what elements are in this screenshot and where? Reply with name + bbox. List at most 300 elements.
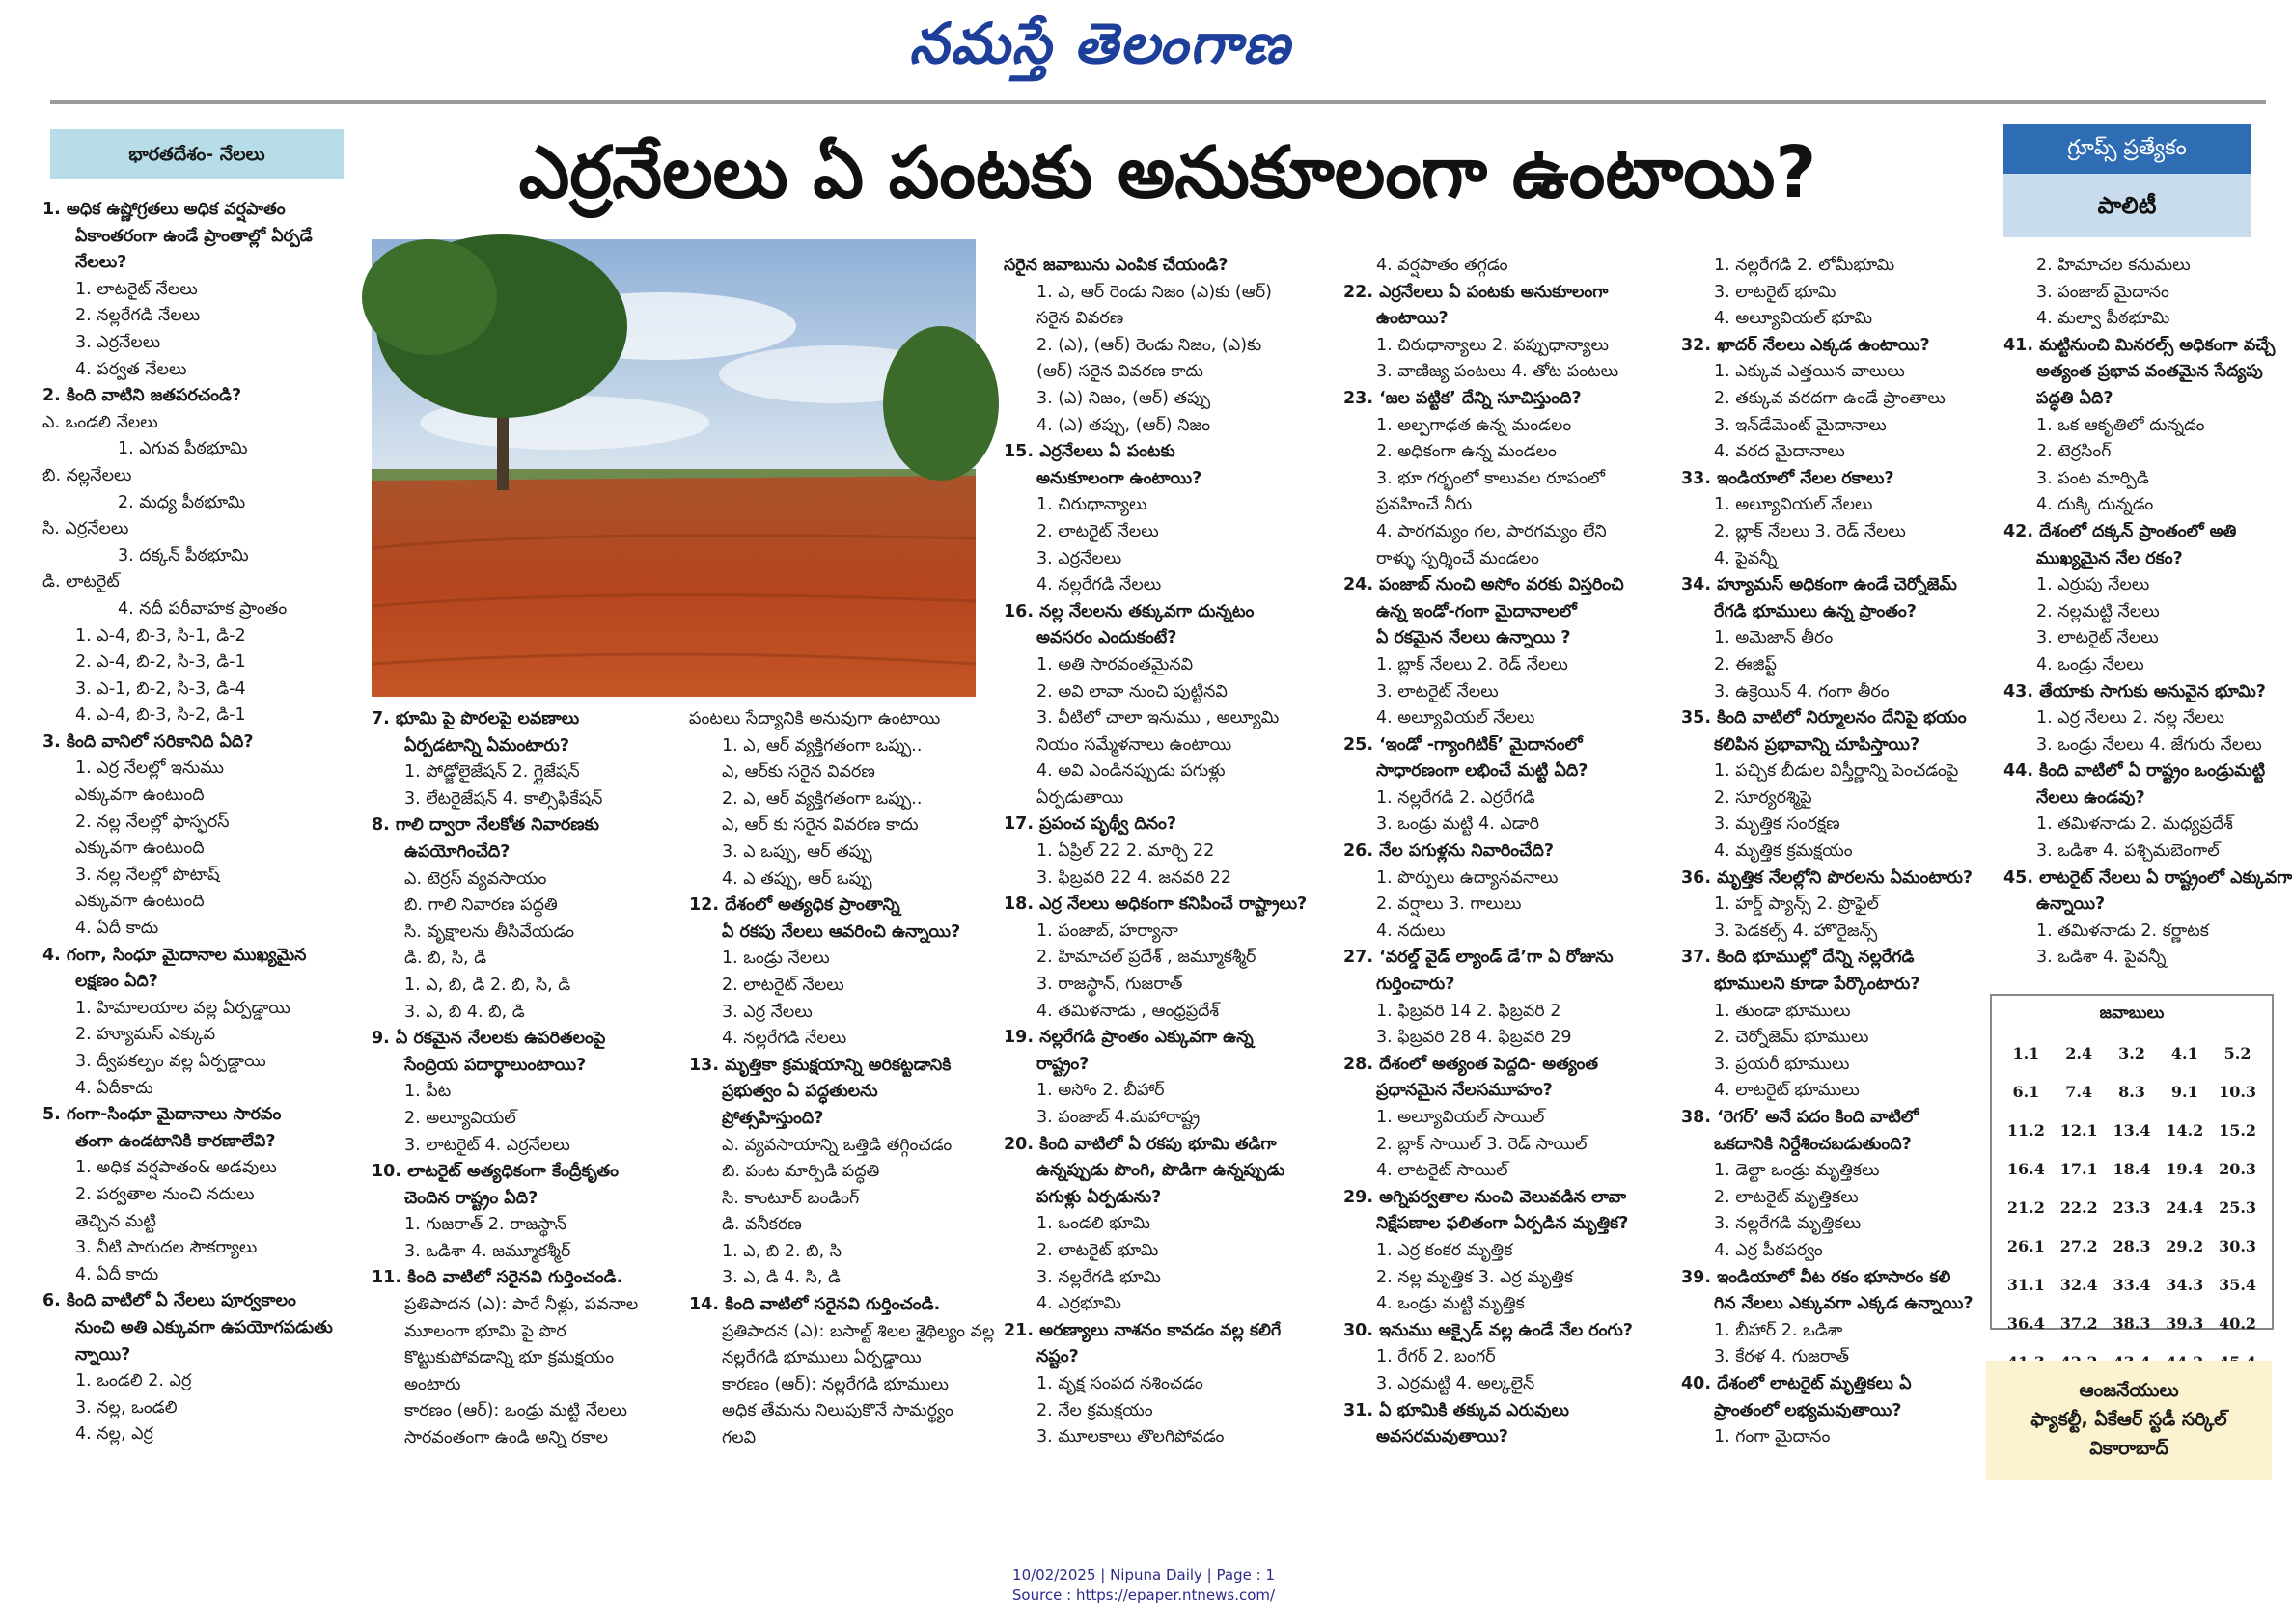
question-text: 24. పంజాబ్ నుంచి అసోం వరకు విస్తరించి <box>1343 575 1624 595</box>
answer-key-box <box>1990 994 2274 1333</box>
option-text: కొట్టుకుపోవడాన్ని భూ క్రమక్షయం <box>404 1348 615 1368</box>
question-column-3 <box>689 706 996 1478</box>
option-text: 2. లాటరైట్ మృత్తికలు <box>1714 1187 1859 1207</box>
option-text: 2. హిమాచల్ ప్రదేశ్ , జమ్మూకశ్మీర్ <box>1036 948 1256 968</box>
question-text: 27. ‘వరల్డ్ వైడ్ ల్యాండ్ డే’గా ఏ రోజును <box>1343 948 1614 968</box>
option-text: ఏర్పడుతాయి <box>1036 787 1124 808</box>
answer-cell: 26.1 <box>2006 1237 2045 1255</box>
option-text: 2. అధికంగా ఉన్న మండలం <box>1376 442 1557 462</box>
footer-source-line: Source : https://epaper.ntnews.com/ <box>1011 1586 1276 1604</box>
option-text: బి. గాలి నివారణ పద్ధతి <box>404 895 558 916</box>
red-soil-field-photo <box>372 239 976 697</box>
question-text: నుంచి అతి ఎక్కువగా ఉపయోగపడుతు <box>75 1317 333 1337</box>
question-text: రేగడి భూములు ఉన్న ప్రాంతం? <box>1714 601 1917 621</box>
option-text: 4. ఒండ్రు నేలలు <box>2036 654 2144 674</box>
question-text: 4. గంగా, సింధూ మైదానాల ముఖ్యమైన <box>42 945 307 965</box>
question-text: 28. దేశంలో అత్యంత పెద్దది- అత్యంత <box>1343 1054 1598 1074</box>
option-text: 4. మృత్తిక క్రమక్షయం <box>1714 841 1853 862</box>
question-text: 37. కింది భూముల్లో దేన్ని నల్లరేగడి <box>1681 948 1915 968</box>
question-text: 11. కింది వాటిలో సరైనవి గుర్తించండి. <box>372 1268 623 1288</box>
option-text: 2. లాటరైట్ నేలలు <box>1036 521 1159 541</box>
option-text: తెచ్చిన మట్టి <box>75 1211 156 1231</box>
option-text: 3. నల్ల, ఒండలి <box>75 1397 178 1418</box>
option-text: సరైన వివరణ <box>1036 309 1124 329</box>
option-text: 4. దుక్కి దున్నడం <box>2036 495 2154 515</box>
question-text: ఉన్నప్పుడు పొంగి, పొడిగా ఉన్నప్పుడు <box>1036 1161 1285 1181</box>
question-text: 44. కింది వాటిలో ఏ రాష్ట్రం ఒండ్రుమట్టి <box>2003 761 2266 782</box>
answer-cell: 40.2 <box>2219 1314 2257 1333</box>
question-text: కలిపిన ప్రభావాన్ని చూపిస్తాయి? <box>1714 734 1920 755</box>
question-text: ప్రధానమైన నేలసమూహం? <box>1376 1081 1553 1101</box>
question-text: 12. దేశంలో అత్యధిక ప్రాంతాన్ని <box>689 895 900 916</box>
answer-cell: 16.4 <box>2006 1160 2045 1178</box>
option-text: 2. బ్లాక్ సాయిల్ 3. రెడ్ సాయిల్ <box>1376 1134 1588 1154</box>
answer-cell: 39.3 <box>2166 1314 2204 1333</box>
option-text: 4. వరద మైదానాలు <box>1714 442 1845 462</box>
option-text: 1. అమెజాన్ తీరం <box>1714 628 1834 648</box>
option-text: 2. (ఎ), (ఆర్) రెండు నిజం, (ఎ)కు <box>1036 335 1262 355</box>
option-text: 1. అసోం 2. బీహార్ <box>1036 1081 1165 1101</box>
answer-key-grid <box>1992 1032 2272 1384</box>
option-text: ప్రతిపాదన (ఎ): బసాల్ట్ శిలల శైథిల్యం వల్ల <box>722 1321 995 1341</box>
section-tag-subject: పాలిటీ <box>2003 174 2251 237</box>
option-text: 1. అతి సారవంతమైనవి <box>1036 654 1194 674</box>
question-text: 30. ఇనుము ఆక్సైడ్ వల్ల ఉండే నేల రంగు? <box>1343 1320 1633 1340</box>
question-text: పద్ధతి ఏది? <box>2036 388 2113 408</box>
question-text: నేలలు ఉండవు? <box>2036 787 2145 808</box>
option-text: డి. బి, సి, డి <box>404 949 487 969</box>
option-text: 3. ఎ-1, బి-2, సి-3, డి-4 <box>75 678 246 699</box>
answer-cell: 33.4 <box>2113 1276 2151 1294</box>
question-text: అవసరమవుతాయి? <box>1376 1427 1508 1447</box>
option-text: 4. అవి ఎండినప్పుడు పగుళ్లు <box>1036 761 1226 782</box>
answer-cell: 30.3 <box>2219 1237 2257 1255</box>
option-text: 1. చిరుధాన్యాలు 2. పప్పుధాన్యాలు <box>1376 335 1609 355</box>
option-text: 4. తమిళనాడు , ఆంధ్రప్రదేశ్ <box>1036 1001 1220 1021</box>
answer-cell: 18.4 <box>2113 1160 2151 1178</box>
question-text: 33. ఇండియాలో నేలల రకాలు? <box>1681 468 1894 488</box>
option-text: 4. నల్లరేగడి నేలలు <box>1036 575 1162 595</box>
option-text: 4. నల్లరేగడి నేలలు <box>722 1029 847 1049</box>
question-text: 14. కింది వాటిలో సరైనవి గుర్తించండి. <box>689 1295 941 1315</box>
option-text: 4. ఎర్ర పీఠపర్వం <box>1714 1240 1823 1260</box>
option-text: ఎ. వ్యవసాయాన్ని ఒత్తిడి తగ్గించడం <box>722 1135 953 1155</box>
option-text: సి. కాంటూర్ బండింగ్ <box>722 1188 860 1208</box>
question-column-4 <box>1004 253 1322 1478</box>
question-text: 22. ఎర్రనేలలు ఏ పంటకు అనుకూలంగా <box>1343 282 1609 302</box>
answer-cell: 23.3 <box>2113 1198 2151 1217</box>
option-text: 2. చెర్నోజెమ్ భూములు <box>1714 1028 1869 1048</box>
option-text: 4. (ఎ) తప్పు, (ఆర్) నిజం <box>1036 415 1211 435</box>
option-text: 1. హిమాలయాల వల్ల ఏర్పడ్డాయి <box>75 998 290 1018</box>
option-text: రాళ్ళు స్పర్శించే మండలం <box>1376 548 1539 568</box>
option-text: 1. పీట <box>404 1082 452 1102</box>
question-text: 25. ‘ఇండో -గ్యాంగిటిక్’ మైదానంలో <box>1343 734 1583 755</box>
option-text: 4. ఏదీకాదు <box>75 1078 153 1098</box>
answer-cell: 21.2 <box>2006 1198 2045 1217</box>
option-text: 3. ఎర్రనేలలు <box>1036 548 1122 568</box>
option-text: 1. ఎ, బి 2. బి, సి <box>722 1241 842 1261</box>
option-text: 3. ఒండ్రు నేలలు 4. జేగురు నేలలు <box>2036 734 2262 755</box>
option-text: 1. ఎ, బి, డి 2. బి, సి, డి <box>404 975 571 995</box>
answer-cell: 3.2 <box>2118 1044 2145 1062</box>
answer-cell: 11.2 <box>2006 1121 2045 1140</box>
answer-cell: 32.4 <box>2059 1276 2098 1294</box>
option-text: పంటలు సేద్యానికి అనువుగా ఉంటాయి <box>689 709 941 729</box>
question-text: 29. అగ్నిపర్వతాల నుంచి వెలువడిన లావా <box>1343 1187 1627 1207</box>
answer-cell: 35.4 <box>2219 1276 2257 1294</box>
option-text: కారణం (ఆర్): ఒండ్రు మట్టి నేలలు <box>404 1401 627 1421</box>
option-text: 1. నల్లరేగడి 2. ఎర్రరేగడి <box>1376 787 1535 808</box>
option-text: 1. పోడ్జోలైజేషన్ 2. గ్లైజేషన్ <box>404 762 580 783</box>
question-text: నేలలు? <box>75 253 127 273</box>
option-text: 2. అవి లావా నుంచి పుట్టినవి <box>1036 681 1228 702</box>
option-text: 1. రేగర్ 2. బంగర్ <box>1376 1347 1496 1367</box>
question-text: గుర్తించారు? <box>1376 975 1455 995</box>
option-text: 2. లాటరైట్ నేలలు <box>722 975 844 995</box>
option-text: సి. ఎర్రనేలలు <box>42 519 129 539</box>
option-text: 1. ఎ, ఆర్ రెండు నిజం (ఎ)కు (ఆర్) <box>1036 282 1272 302</box>
option-text: 4. పైవన్నీ <box>1714 548 1778 568</box>
answer-cell: 17.1 <box>2059 1160 2098 1178</box>
question-text: నష్టం? <box>1036 1347 1079 1367</box>
answer-cell: 2.4 <box>2065 1044 2093 1062</box>
question-text: 38. ‘రెగర్’ అనే పదం కింది వాటిలో <box>1681 1108 1919 1127</box>
question-text: ఏర్పడటాన్ని ఏమంటారు? <box>404 735 569 756</box>
option-text: 4. పర్వత నేలలు <box>75 359 187 379</box>
option-text: 1. గంగా మైదానం <box>1714 1427 1831 1447</box>
question-text: 3. కింది వానిలో సరికానిది ఏది? <box>42 731 254 752</box>
question-text: 10. లాటరైట్ అత్యధికంగా కేంద్రీకృతం <box>372 1162 620 1182</box>
answer-cell: 24.4 <box>2166 1198 2204 1217</box>
question-text: పగుళ్లు ఏర్పడును? <box>1036 1187 1162 1207</box>
option-text: 3. ఇన్‌డేమెంట్ మైదానాలు <box>1714 415 1887 435</box>
question-column-5 <box>1343 253 1662 1478</box>
option-text: 1. బ్లాక్ నేలలు 2. రెడ్ నేలలు <box>1376 654 1568 674</box>
topic-label: భారతదేశం- నేలలు <box>50 129 344 179</box>
answer-cell: 1.1 <box>2012 1044 2040 1062</box>
option-text: నల్లరేగడి భూములు ఏర్పడ్డాయి <box>722 1348 922 1368</box>
option-text: 1. ఎ, ఆర్ వ్యక్తిగతంగా ఒప్పు.. <box>722 735 923 756</box>
option-text: కారణం (ఆర్): నల్లరేగడి భూములు <box>722 1374 949 1394</box>
option-text: 4. నల్ల, ఎర్ర <box>75 1424 153 1445</box>
question-text: 23. ‘జల పట్టిక’ దేన్ని సూచిస్తుంది? <box>1343 388 1582 408</box>
option-text: 3. నీటి పారుదల సౌకర్యాలు <box>75 1238 258 1258</box>
question-text: ఏ రకపు నేలలు ఆవరించి ఉన్నాయి? <box>722 922 961 942</box>
answer-cell: 12.1 <box>2059 1121 2098 1140</box>
answer-cell: 37.2 <box>2059 1314 2098 1333</box>
question-text: 45. లాటరైట్ నేలలు ఏ రాష్ట్రంలో ఎక్కువగా <box>2003 867 2292 888</box>
option-text: సారవంతంగా ఉండి అన్ని రకాల <box>404 1428 609 1448</box>
question-text: ఏ రకమైన నేలలు ఉన్నాయి ? <box>1376 628 1571 648</box>
option-text: 1. ఒండలి భూమి <box>1036 1214 1151 1234</box>
option-text: 4. అల్యూవియల్ నేలలు <box>1376 708 1535 729</box>
option-text: 3. రాజస్థాన్, గుజరాత్ <box>1036 975 1183 995</box>
option-text: 3. పంజాబ్ మైదానం <box>2036 282 2169 302</box>
option-text: 2. నల్ల మృత్తిక 3. ఎర్ర మృత్తిక <box>1376 1267 1574 1287</box>
answer-cell: 34.3 <box>2166 1276 2204 1294</box>
option-text: 4. వర్షపాతం తగ్గడం <box>1376 256 1508 275</box>
answer-cell: 31.1 <box>2006 1276 2045 1294</box>
masthead-logo: నమస్తే తెలంగాణ <box>909 11 1291 76</box>
answer-cell: 13.4 <box>2113 1121 2151 1140</box>
question-text: ఒకదానికి నిర్దేశించబడుతుంది? <box>1714 1134 1912 1154</box>
question-column-1 <box>42 197 349 1461</box>
option-text: 3. భూ గర్భంలో కాలువల రూపంలో <box>1376 468 1605 488</box>
question-text: 8. గాలి ద్వారా నేలకోత నివారణకు <box>372 815 599 836</box>
question-text: గిన నేలలు ఎక్కువగా ఎక్కడ ఉన్నాయి? <box>1714 1294 1974 1314</box>
option-text: 4. ఏదీ కాదు <box>75 919 159 939</box>
question-text: ప్రోత్సహిస్తుంది? <box>722 1108 824 1128</box>
option-text: 1. పచ్చిక బీడుల విస్తీర్ణాన్ని పెంచడంపై <box>1714 761 1959 782</box>
option-text: 4. లాటరైట్ సాయిల్ <box>1376 1161 1508 1181</box>
option-text: 3. కేరళ 4. గుజరాత్ <box>1714 1347 1849 1367</box>
option-text: 2. అల్యూవియల్ <box>404 1108 516 1128</box>
question-text: 26. నేల పగుళ్లను నివారించేది? <box>1343 841 1554 862</box>
option-text: 3. నల్ల నేలల్లో పొటాష్ <box>75 865 220 885</box>
option-text: (ఆర్) సరైన వివరణ కాదు <box>1036 362 1203 382</box>
question-text: 21. అరణ్యాలు నాశనం కావడం వల్ల కలిగే <box>1004 1320 1282 1340</box>
option-text: 3. ఫిబ్రవరి 22 4. జనవరి 22 <box>1036 867 1232 888</box>
option-text: అంటారు <box>404 1374 461 1394</box>
option-text: 1. పొర్పులు ఉద్యానవనాలు <box>1376 867 1559 888</box>
option-text: 1. తమిళనాడు 2. కర్ణాటక <box>2036 921 2209 941</box>
option-text: 3. ఎ ఒప్పు, ఆర్ తప్పు <box>722 841 872 862</box>
option-text: 1. ఎ-4, బి-3, సి-1, డి-2 <box>75 625 246 646</box>
section-tag-top: గ్రూప్స్ ప్రత్యేకం <box>2003 124 2251 174</box>
option-text: 3. లాటరైట్ నేలలు <box>1376 681 1499 702</box>
option-text: 4. మల్వా పీఠభూమి <box>2036 309 2170 329</box>
option-text: 2. సూర్యరశ్మిపై <box>1714 787 1812 808</box>
option-text: 3. పంజాబ్ 4.మహారాష్ట్ర <box>1036 1108 1201 1127</box>
option-text: 1. ఎర్ర కంకర మృత్తిక <box>1376 1240 1513 1260</box>
option-text: 1. హర్డ్ ప్యాన్స్ 2. ప్రొఫైల్ <box>1714 895 1879 915</box>
option-text: 3. ఎర్ర నేలలు <box>722 1002 813 1022</box>
option-text: ప్రవహించే నీరు <box>1376 495 1473 515</box>
option-text: డి. లాటరైట్ <box>42 572 120 592</box>
question-text: ఉన్న ఇండో-గంగా మైదానాలలో <box>1376 601 1577 621</box>
option-text: 3. దక్కన్ పీఠభూమి <box>118 545 249 565</box>
option-text: 1. ఎగువ పీఠభూమి <box>118 439 248 459</box>
question-text: రాష్ట్రం? <box>1036 1054 1090 1074</box>
option-text: 2. ఎ-4, బి-2, సి-3, డి-1 <box>75 652 246 673</box>
option-text: 1. ఎర్ర నేలల్లో ఇనుము <box>75 758 224 779</box>
option-text: 2. నల్లమట్టి నేలలు <box>2036 601 2160 621</box>
question-text: 2. కింది వాటిని జతపరచండి? <box>42 386 242 406</box>
option-text: 2. టెర్రసింగ్ <box>2036 442 2112 462</box>
option-text: 3. ఎ, బి 4. బి, డి <box>404 1002 525 1022</box>
option-text: 3. ద్వీపకల్పం వల్ల ఏర్పడ్డాయి <box>75 1052 266 1071</box>
question-text: తంగా ఉండటానికి కారణాలేవి? <box>75 1131 276 1151</box>
option-text: 2. హ్యూమస్ ఎక్కువ <box>75 1025 216 1045</box>
option-text: ఎక్కువగా ఉంటుంది <box>75 839 205 859</box>
option-text: 1. ఎర్రుపు నేలలు <box>2036 575 2150 595</box>
option-text: 1. అధిక వర్షపాతం& అడవులు <box>75 1158 277 1178</box>
option-text: 3. లేటరైజేషన్ 4. కాల్సిఫికేషన్ <box>404 788 603 809</box>
answer-cell: 4.1 <box>2170 1044 2198 1062</box>
question-text: భూములని కూడా పేర్కొంటారు? <box>1714 975 1920 995</box>
question-text: 13. మృత్తికా క్రమక్షయాన్ని అరికట్టడానికి <box>689 1055 952 1075</box>
question-text: సేంద్రియ పదార్థాలుంటాయి? <box>404 1055 587 1075</box>
question-text: 43. తేయాకు సాగుకు అనువైన భూమి? <box>2003 681 2266 702</box>
option-text: 3. వాణిజ్య పంటలు 4. తోట పంటలు <box>1376 362 1619 382</box>
answer-cell: 7.4 <box>2065 1083 2093 1101</box>
answer-cell: 6.1 <box>2012 1083 2040 1101</box>
option-text: 1. ఏప్రిల్ 22 2. మార్చి 22 <box>1036 841 1215 862</box>
option-text: 1. ఎక్కువ ఎత్తయిన వాలులు <box>1714 362 1905 382</box>
option-text: 2. తక్కువ వరదగా ఉండే ప్రాంతాలు <box>1714 388 1946 408</box>
question-text: 6. కింది వాటిలో ఏ నేలలు పూర్వకాలం <box>42 1291 296 1311</box>
option-text: బి. నల్లనేలలు <box>42 465 132 485</box>
option-text: 3. వీటిలో చాలా ఇనుము , అల్యూమి <box>1036 708 1280 729</box>
option-text: 1. లాటరైట్ నేలలు <box>75 279 198 299</box>
answer-cell: 29.2 <box>2166 1237 2204 1255</box>
option-text: 3. ఉక్రెయిన్ 4. గంగా తీరం <box>1714 681 1890 702</box>
option-text: 1. ఎర్ర నేలలు 2. నల్ల నేలలు <box>2036 708 2225 729</box>
option-text: 3. పంట మార్పిడి <box>2036 468 2149 488</box>
question-text: లక్షణం ఏది? <box>75 972 158 992</box>
answer-cell: 10.3 <box>2219 1083 2257 1101</box>
question-text: 1. అధిక ఉష్ణోగ్రతలు అధిక వర్షపాతం <box>42 200 286 219</box>
option-text: 1. వృక్ష సంపద నశించడం <box>1036 1373 1203 1393</box>
author-location: వికారాబాద్ <box>2089 1438 2168 1459</box>
option-text: 4. అల్యూవియల్ భూమి <box>1714 309 1873 329</box>
question-text: ఉపయోగించేది? <box>404 841 511 862</box>
option-text: 1. తుండా భూములు <box>1714 1001 1851 1021</box>
question-text: 41. మట్టినుంచి మినరల్స్ అధికంగా వచ్చే <box>2003 335 2276 355</box>
question-text: చెందిన రాష్ట్రం ఏది? <box>404 1188 538 1208</box>
option-text: 4. ఒండ్రు మట్టి మృత్తిక <box>1376 1294 1525 1314</box>
answer-cell: 9.1 <box>2170 1083 2198 1101</box>
option-text: 3. ప్రయరీ భూములు <box>1714 1054 1850 1074</box>
option-text: 2. నేల క్రమక్షయం <box>1036 1400 1153 1420</box>
option-text: 4. పారగమ్యం గల, పారగమ్యం లేని <box>1376 521 1607 541</box>
option-text: గలవి <box>722 1428 757 1448</box>
question-text: 39. ఇండియాలో వీట రకం భూసారం కలి <box>1681 1267 1951 1287</box>
question-text: 34. హ్యూమస్ అధికంగా ఉండే చెర్నోజెమ్ <box>1681 575 1957 595</box>
author-name: ఆంజనేయులు <box>2079 1380 2179 1401</box>
option-text: 1. పంజాబ్, హర్యానా <box>1036 921 1178 941</box>
option-text: నియం సమ్మేళనాలు ఉంటాయి <box>1036 734 1232 755</box>
question-column-2 <box>372 706 680 1478</box>
option-text: అధిక తేమను నిలుపుకొనే సామర్థ్యం <box>722 1401 953 1421</box>
option-text: 1. ఒండలి 2. ఎర్ర <box>75 1371 192 1391</box>
answer-cell: 8.3 <box>2118 1083 2145 1101</box>
option-text: 3. (ఎ) నిజం, (ఆర్) తప్పు <box>1036 388 1211 408</box>
option-text: 1. బీహార్ 2. ఒడిశా <box>1714 1320 1843 1340</box>
option-text: 3. లాటరైట్ నేలలు <box>2036 628 2159 648</box>
answer-cell: 27.2 <box>2059 1237 2098 1255</box>
option-text: ఎ. టెర్రస్ వ్యవసాయం <box>404 868 547 889</box>
question-text: 20. కింది వాటిలో ఏ రకపు భూమి తడిగా <box>1004 1134 1277 1154</box>
question-text: ఉన్నాయి? <box>2036 895 2106 915</box>
answer-cell: 5.2 <box>2223 1044 2251 1062</box>
option-text: 1. ఫిబ్రవరి 14 2. ఫిబ్రవరి 2 <box>1376 1001 1561 1021</box>
question-text: అవసరం ఎందుకంటే? <box>1036 628 1177 648</box>
option-text: ఎక్కువగా ఉంటుంది <box>75 785 205 806</box>
option-text: 3. లాటరైట్ భూమి <box>1714 282 1836 302</box>
option-text: సి. వృక్షాలను తీసివేయడం <box>404 922 575 942</box>
question-text: ఏకాంతరంగా ఉండే ప్రాంతాల్లో ఏర్పడే <box>75 226 313 246</box>
question-text: అనుకూలంగా ఉంటాయి? <box>1036 468 1202 488</box>
question-text: 32. ఖాదర్ నేలలు ఎక్కడ ఉంటాయి? <box>1681 335 1930 355</box>
option-text: 3. ఒండ్రు మట్టి 4. ఎడారి <box>1376 814 1540 835</box>
option-text: 1. అల్యూవియల్ సాయిల్ <box>1376 1108 1545 1127</box>
question-text: ప్రాంతంలో లభ్యమవుతాయి? <box>1714 1400 1902 1420</box>
option-text: 2. మధ్య పీఠభూమి <box>118 492 246 512</box>
question-text: 16. నల్ల నేలలను తక్కువగా దున్నటం <box>1004 601 1255 621</box>
option-text: 3. మూలకాలు తొలగిపోవడం <box>1036 1427 1225 1447</box>
question-text: 31. ఏ భూమికి తక్కువ ఎరువులు <box>1343 1400 1569 1420</box>
option-text: 4. ఎ-4, బి-3, సి-2, డి-1 <box>75 705 246 726</box>
option-text: 4. ఎ తప్పు, ఆర్ ఒప్పు <box>722 868 872 889</box>
option-text: ఎ, ఆర్ కు సరైన వివరణ కాదు <box>722 815 919 836</box>
option-text: డి. వనీకరణ <box>722 1215 802 1235</box>
option-text: 4. నదులు <box>1376 921 1446 941</box>
option-text: బి. పంట మార్పిడి పద్ధతి <box>722 1162 880 1182</box>
option-text: 3. ఎర్రమట్టి 4. అల్కలైన్ <box>1376 1373 1535 1393</box>
question-text: న్నాయి? <box>75 1344 131 1364</box>
option-text: 4. ఏదీ కాదు <box>75 1264 159 1284</box>
answer-key-title: జవాబులు <box>2099 1004 2165 1023</box>
question-text: ఉంటాయి? <box>1376 309 1449 329</box>
option-text: 3. ఒడిశా 4. పశ్చిమబెంగాల్ <box>2036 841 2220 862</box>
question-text: 15. ఎర్రనేలలు ఏ పంటకు <box>1004 442 1175 462</box>
option-text: 1. తమిళనాడు 2. మధ్యప్రదేశ్ <box>2036 814 2233 835</box>
question-text: ముఖ్యమైన నేల రకం? <box>2036 548 2183 568</box>
option-text: 1. గుజరాత్ 2. రాజస్థాన్ <box>404 1215 567 1235</box>
author-credit <box>1986 1361 2272 1480</box>
masthead-rule <box>50 100 2266 104</box>
question-text: అత్యంత ప్రభావ వంతమైన సేద్యపు <box>2036 362 2263 382</box>
option-text: ఎక్కువగా ఉంటుంది <box>75 892 205 912</box>
option-text: 3. లాటరైట్ 4. ఎర్రనేలలు <box>404 1135 570 1155</box>
option-text: 2. బ్లాక్ నేలలు 3. రెడ్ నేలలు <box>1714 521 1906 541</box>
option-text: 2. పర్వతాల నుంచి నదులు <box>75 1184 255 1204</box>
question-text: 7. భూమి పై పొరలపై లవణాలు <box>372 709 580 729</box>
answer-cell: 25.3 <box>2219 1198 2257 1217</box>
option-text: 1. ఒక ఆకృతిలో దున్నడం <box>2036 415 2205 435</box>
option-text: 3. ఒడిశా 4. పైవన్నీ <box>2036 948 2167 968</box>
option-text: 2. ఎ, ఆర్ వ్యక్తిగతంగా ఒప్పు.. <box>722 788 923 809</box>
option-text: 1. అల్యూవియల్ నేలలు <box>1714 495 1873 515</box>
option-text: 2. హిమాచల కనుమలు <box>2036 256 2191 275</box>
question-text: 40. దేశంలో లాటరైట్ మృత్తికలు ఏ <box>1681 1373 1912 1393</box>
option-text: ఎ, ఆర్‌కు సరైన వివరణ <box>722 762 875 783</box>
footer-date-line: 10/02/2025 | Nipuna Daily | Page : 1 <box>1012 1566 1275 1583</box>
question-text: సాధారణంగా లభించే మట్టి ఏది? <box>1376 761 1588 782</box>
question-text: నిక్షేపణాల ఫలితంగా ఏర్పడిన మృత్తిక? <box>1376 1214 1629 1234</box>
option-text: 3. ఎర్రనేలలు <box>75 332 161 352</box>
author-affiliation: ఫ్యాకల్టీ, ఏకేఆర్ స్టడీ సర్కిల్ <box>2030 1409 2227 1430</box>
option-text: 3. పెడకల్స్ 4. హొరైజన్స్ <box>1714 921 1878 941</box>
question-text: 36. మృత్తిక నేలల్లోని పొరలను ఏమంటారు? <box>1681 867 1974 888</box>
option-text: 3. ఎ, డి 4. సి, డి <box>722 1268 841 1288</box>
answer-cell: 20.3 <box>2219 1160 2257 1178</box>
answer-cell: 36.4 <box>2006 1314 2045 1333</box>
question-text: 19. నల్లరేగడి ప్రాంతం ఎక్కువగా ఉన్న <box>1004 1028 1254 1048</box>
answer-cell: 22.2 <box>2059 1198 2098 1217</box>
answer-cell: 14.2 <box>2166 1121 2204 1140</box>
option-text: 3. ఫిబ్రవరి 28 4. ఫిబ్రవరి 29 <box>1376 1028 1572 1048</box>
answer-cell: 15.2 <box>2219 1121 2257 1140</box>
option-text: 1. డెల్టా ఒండ్రు మృత్తికలు <box>1714 1161 1880 1181</box>
option-text: 2. లాటరైట్ భూమి <box>1036 1240 1159 1260</box>
option-text: 2. నల్లరేగడి నేలలు <box>75 306 201 326</box>
answer-cell: 19.4 <box>2166 1160 2204 1178</box>
question-text: ప్రభుత్వం ఏ పద్ధతులను <box>722 1082 878 1102</box>
option-text: ఎ. ఒండలి నేలలు <box>42 412 158 432</box>
